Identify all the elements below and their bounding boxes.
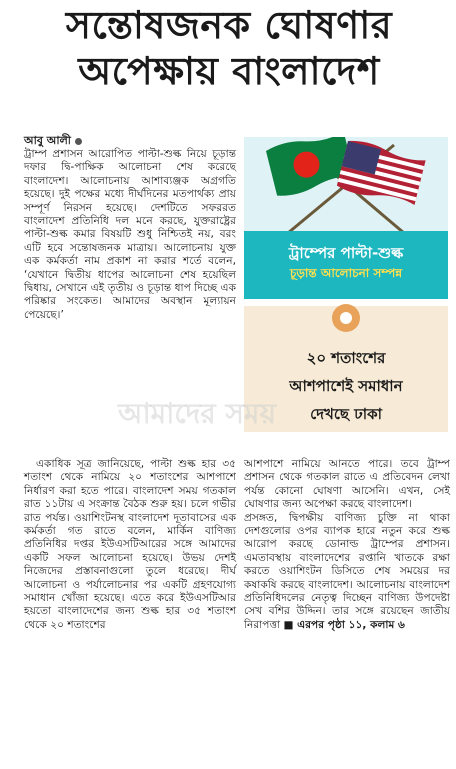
headline-line-1: সন্তোষজনক ঘোষণার	[65, 3, 393, 47]
banner-subtitle: চূড়ান্ত আলোচনা সম্পন্ন	[289, 266, 403, 280]
banner-title: ট্রাম্পের পাল্টা-শুল্ক	[288, 244, 404, 262]
paragraph: প্রসঙ্গত, দ্বিপক্ষীয় বাণিজ্য চুক্তি না থাকা দেশগুলোর ওপর ব্যাপক হারে নতুন করে শুল্ক আরোপ করছে ডোনাল্ড ট্রাম্পের প্রশাসন। এমতাবস্থায় বাংলাদেশের রপ্তানি খাতকে রক্ষা করতে ওয়াশিংটন ডিসিতে শেষ সময়ের দর কষাকষি করছে বাংলাদেশ। আলোচনায় বাংলাদেশ প্রতিনিধিদলের নেতৃত্ব দিচ্ছেন বাণিজ্য উপদেষ্টা সেখ বশির উদ্দিন। তার সঙ্গে রয়েছেন জাতীয় নিরাপত্তা	[244, 511, 450, 631]
pull-quote-line-3: দেখছে ঢাকা	[310, 405, 382, 423]
headline	[6, 2, 452, 94]
article-column-left-top	[24, 148, 236, 322]
crossed-flags-graphic	[244, 137, 448, 237]
watermark: আমাদের সময়	[118, 397, 276, 430]
article-image	[244, 137, 448, 299]
article-column-left-bottom	[24, 458, 236, 632]
byline-dot-icon	[75, 138, 82, 145]
headline-line-2: অপেক্ষায় বাংলাদেশ	[78, 49, 380, 93]
quote-icon	[332, 304, 360, 332]
usa-flag-icon	[336, 138, 426, 208]
paragraph: একাধিক সূত্র জানিয়েছে, পাল্টা শুল্ক হার ৩৫ শতাংশ থেকে নামিয়ে ২০ শতাংশের আশপাশে নির্ধারণ করা হতে পারে। বাংলাদেশ সময় গতকাল রাত ১১টায় এ সংক্রান্ত বৈঠক শুরু হয়। চলে গভীর রাত পর্যন্ত। ওয়াশিংটনস্থ বাংলাদেশ দূতাবাসের এক কর্মকর্তা গত রাতে বলেন, মার্কিন বাণিজ্য প্রতিনিধির দপ্তর ইউএসটিআরের সঙ্গে আমাদের একটি সফল আলোচনা হয়েছে। উভয় দেশই নিজেদের প্রস্তাবনাগুলো তুলে ধরেছে। দীর্ঘ আলোচনা ও পর্যালোচনার পর একটি গ্রহণযোগ্য সমাধান খোঁজা হয়েছে। এতে করে ইউএসটিআর হয়তো বাংলাদেশের জন্য শুল্ক হার ৩৫ শতাংশ থেকে ২০ শতাংশের	[24, 458, 236, 631]
paragraph: আশপাশে নামিয়ে আনতে পারে। তবে ট্রাম্প প্রশাসন থেকে গতকাল রাতে এ প্রতিবেদন লেখা পর্যন্ত কোনো ঘোষণা আসেনি। এখন, সেই ঘোষণার জন্য অপেক্ষা করছে বাংলাদেশ।	[244, 458, 450, 511]
pull-quote-line-1: ২০ শতাংশের	[306, 349, 386, 367]
article-column-right	[244, 458, 450, 632]
pull-quote-line-2: আশপাশেই সমাধান	[289, 377, 403, 395]
author-name: আবু আলী	[24, 134, 71, 147]
continuation-note: ■ এরপর পৃষ্ঠা ১১, কলাম ৬	[283, 618, 405, 631]
paragraph: ট্রাম্প প্রশাসন আরোপিত পাল্টা-শুল্ক নিয়ে চূড়ান্ত দফার দ্বি-পাক্ষিক আলোচনা শেষ করেছে বাংলাদেশ। আলোচনায় আশাব্যঞ্জক অগ্রগতি হয়েছে। দুই পক্ষের মধ্যে দীর্ঘদিনের মতপার্থক্য প্রায় সম্পূর্ণ নিরসন হয়েছে। দেশটিতে সফররত বাংলাদেশ প্রতিনিধি দল মনে করছে, যুক্তরাষ্ট্রের পাল্টা-শুল্ক কমার বিষয়টি শুধু নিশ্চিতই নয়, বরং এটি হবে সন্তোষজনক মাত্রায়। আলোচনায় যুক্ত এক কর্মকর্তা নাম প্রকাশ না করার শর্তে বলেন, ‘যেখানে দ্বিতীয় ধাপের আলোচনা শেষ হয়েছিল দ্বিধায়, সেখানে এই তৃতীয় ও চূড়ান্ত ধাপ দিচ্ছে এক পরিষ্কার সংকেত। আমাদের অবস্থান মূল্যায়ন পেয়েছে।’	[24, 148, 236, 321]
image-banner	[244, 231, 448, 299]
